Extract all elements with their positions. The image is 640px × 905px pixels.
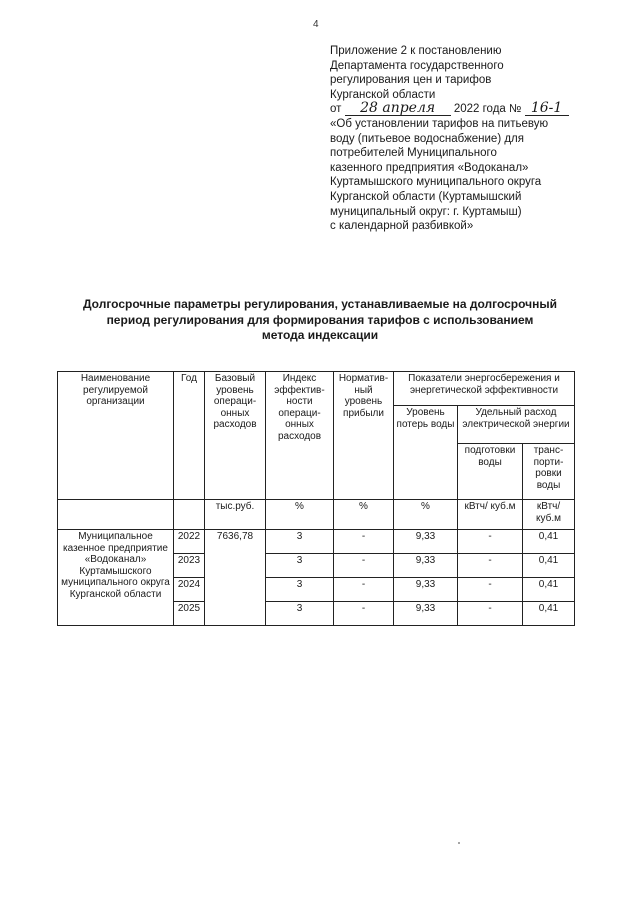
regulation-parameters-table — [57, 371, 575, 626]
page-number: 4 — [313, 19, 319, 30]
cell-index: 3 — [266, 578, 334, 602]
cell-year: 2025 — [174, 602, 205, 626]
cell-losses: 9,33 — [394, 530, 458, 554]
header-org: Наименование регулируемой организации — [58, 372, 174, 500]
header-year: Год — [174, 372, 205, 500]
header-specific-group: Удельный расход электрической энергии — [458, 406, 575, 444]
cell-prep: - — [458, 578, 523, 602]
appendix-title-line: с календарной разбивкой» — [330, 220, 474, 233]
cell-year: 2023 — [174, 554, 205, 578]
header-transport: транс-порти-ровки воды — [523, 444, 575, 500]
cell-profit: - — [334, 554, 394, 578]
cell-transport: 0,41 — [523, 554, 575, 578]
header-index: Индекс эффектив-ности операци-онных расходов — [266, 372, 334, 500]
cell-year: 2022 — [174, 530, 205, 554]
cell-profit: - — [334, 530, 394, 554]
cell-base-value: 7636,78 — [205, 530, 266, 626]
heading-line: период регулирования для формирования тарифов с использованием — [106, 312, 534, 327]
cell-index: 3 — [266, 602, 334, 626]
cell-profit: - — [334, 602, 394, 626]
cell-losses: 9,33 — [394, 554, 458, 578]
header-profit: Норматив-ный уровень прибыли — [334, 372, 394, 500]
appendix-title-line: казенного предприятия «Водоканал» — [330, 161, 529, 174]
cell-transport: 0,41 — [523, 602, 575, 626]
appendix-title-line: муниципальный округ: г. Куртамыш) — [330, 205, 522, 218]
appendix-title-line: потребителей Муниципального — [330, 147, 497, 160]
appendix-line: регулирования цен и тарифов — [330, 74, 492, 87]
unit-index: % — [266, 500, 334, 530]
table-row — [58, 530, 575, 554]
header-energy-group: Показатели энергосбережения и энергетической эффективности — [394, 372, 575, 406]
handwritten-number: 16-1 — [525, 102, 569, 116]
cell-losses: 9,33 — [394, 602, 458, 626]
cell-profit: - — [334, 578, 394, 602]
unit-profit: % — [334, 500, 394, 530]
heading-line: метода индексации — [261, 328, 379, 343]
appendix-line: Курганской области — [330, 88, 436, 101]
header-base: Базовый уровень операци-онных расходов — [205, 372, 266, 500]
header-losses: Уровень потерь воды — [394, 406, 458, 500]
cell-losses: 9,33 — [394, 578, 458, 602]
appendix-block — [330, 44, 620, 234]
cell-prep: - — [458, 602, 523, 626]
heading-line: Долгосрочные параметры регулирования, устанавливаемые на долгосрочный — [82, 297, 558, 311]
cell-transport: 0,41 — [523, 578, 575, 602]
document-heading — [40, 297, 600, 344]
cell-index: 3 — [266, 530, 334, 554]
unit-org — [58, 500, 174, 530]
appendix-title-line: Куртамышского муниципального округа — [330, 176, 542, 189]
unit-base: тыс.руб. — [205, 500, 266, 530]
cell-transport: 0,41 — [523, 530, 575, 554]
unit-transport: кВтч/ куб.м — [523, 500, 575, 530]
year-text: 2022 года № — [453, 103, 522, 116]
appendix-title-line: Курганской области (Куртамышский — [330, 190, 522, 203]
cell-prep: - — [458, 530, 523, 554]
unit-losses: % — [394, 500, 458, 530]
appendix-line: Приложение 2 к постановлению — [330, 45, 502, 57]
cell-year: 2024 — [174, 578, 205, 602]
cell-prep: - — [458, 554, 523, 578]
appendix-line: Департамента государственного — [330, 59, 504, 72]
handwritten-date: 28 апреля — [345, 102, 451, 116]
date-prefix: от — [330, 103, 342, 116]
appendix-title-line: «Об установлении тарифов на питьевую — [330, 117, 549, 130]
org-name: Муниципальное казенное предприятие «Водоканал» Куртамышского муниципального округа Курганской области — [58, 530, 174, 626]
scan-speck — [458, 842, 460, 844]
appendix-title-line: воду (питьевое водоснабжение) для — [330, 132, 524, 145]
header-prep: подготовки воды — [458, 444, 523, 500]
unit-prep: кВтч/ куб.м — [458, 500, 523, 530]
cell-index: 3 — [266, 554, 334, 578]
unit-year — [174, 500, 205, 530]
appendix-date-line — [330, 102, 620, 117]
